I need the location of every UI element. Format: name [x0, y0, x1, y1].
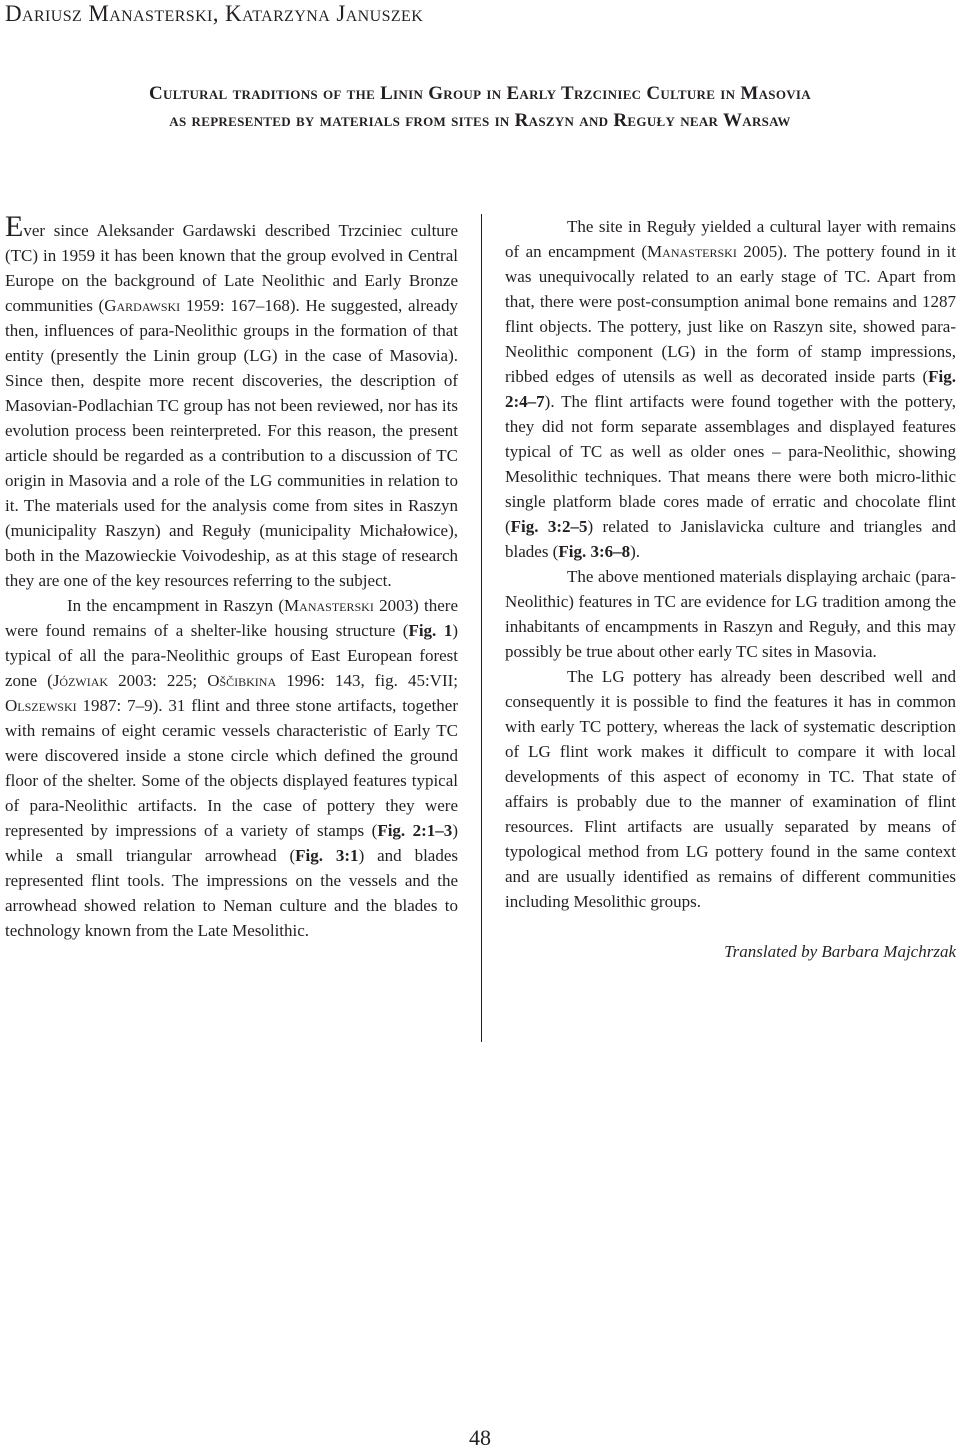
citation-author: Józwiak — [52, 671, 109, 690]
paragraph: The LG pottery has already been described well and consequently it is possible to find the features it has in common with early TC pottery, whereas the lack of systematic description of LG flint work makes it difficult to compare it with local developments of this aspect of economy in TC. That state of affairs is probably due to the manner of examination of flint resources. Flint artifacts are usually separated by means of typological method from LG pottery found in the same context and are usually identified as remains of different communities including Mesolithic groups. — [505, 667, 956, 911]
author-names: Dariusz Manasterski, Katarzyna Januszek — [5, 1, 424, 26]
citation-author: Oščibkina — [207, 671, 277, 690]
paragraph: The above mentioned materials displaying archaic (para-Neolithic) features in TC are evidence for LG tradition among the inhabitants of encampments in Raszyn and Reguły, and this may possibly be true about other early TC sites in Masovia. — [505, 567, 956, 661]
paragraph: In the encampment in Raszyn (Manasterski 2003) there were found remains of a shelter-like housing structure (Fig. 1) typical of all the para-Neolithic groups of East European forest zone (Józwiak 2003: 225; Oščibkina 1996: 143, fig. 45:VII; Olszewski 1987: 7–9). 31 flint and three stone artifacts, together with remains of eight ceramic vessels characteristic of Early TC were discovered inside a stone circle which defined the ground floor of the shelter. Some of the objects displayed features typical of para-Neolithic artifacts. In the case of pottery they were represented by impressions of a variety of stamps (Fig. 2:1–3) while a small triangular arrowhead (Fig. 3:1) and blades represented flint tools. The impressions on the vessels and the arrowhead showed relation to Neman culture and the blades to technology known from the Late Mesolithic. — [5, 596, 458, 940]
figure-reference: Fig. 1 — [408, 621, 453, 640]
page-number: 48 — [469, 1425, 491, 1450]
title-line-2: as represented by materials from sites in Raszyn and Reguły near Warsaw — [169, 110, 791, 131]
citation-author: Manasterski — [284, 596, 374, 615]
column-divider — [481, 214, 482, 1042]
paragraph: Ever since Aleksander Gardawski described Trzciniec culture (TC) in 1959 it has been known that the group evolved in Central Europe on the background of Late Neolithic and Early Bronze communities (Gardawski 1959: 167–168). He suggested, already then, influences of para-Neolithic groups in the formation of that entity (presently the Linin group (LG) in the case of Masovia). Since then, despite more recent discoveries, the description of Masovian-Podlachian TC group has not been reviewed, nor has its evolution process been reinterpreted. For this reason, the present article should be regarded as a contribution to a discussion of TC origin in Masovia and a role of the LG communities in relation to it. The materials used for the analysis come from sites in Raszyn (municipality Raszyn) and Reguły (municipality Michałowice), both in the Mazowieckie Voivodeship, as at this stage of research they are one of the key resources referring to the subject. — [5, 210, 459, 590]
article-title — [0, 80, 960, 134]
figure-reference: Fig. 2:4–7 — [505, 367, 956, 411]
citation-author: Gardawski — [104, 296, 181, 315]
citation-author: Manasterski — [647, 242, 737, 261]
figure-reference: Fig. 3:2–5 — [510, 517, 588, 536]
title-line-1: Cultural traditions of the Linin Group in Early Trzciniec Culture in Masovia — [149, 83, 811, 104]
left-column — [5, 210, 459, 943]
translator-credit: Translated by Barbara Majchrzak — [724, 942, 956, 961]
figure-reference: Fig. 3:6–8 — [558, 542, 631, 561]
paragraph: The site in Reguły yielded a cultural layer with remains of an encampment (Manasterski 2005). The pottery found in it was unequivocally related to an early stage of TC. Apart from that, there were post-consumption animal bone remains and 1287 flint objects. The pottery, just like on Raszyn site, showed para-Neolithic component (LG) in the form of stamp impressions, ribbed edges of utensils as well as decorated inside parts (Fig. 2:4–7). The flint artifacts were found together with the pottery, they did not form separate assemblages and displayed features typical of TC as well as older ones – para-Neolithic, showing Mesolithic techniques. That means there were both micro-lithic single platform blade cores made of erratic and chocolate flint (Fig. 3:2–5) related to Janislavicka culture and triangles and blades (Fig. 3:6–8). — [505, 217, 956, 561]
figure-reference: Fig. 2:1–3 — [377, 821, 453, 840]
citation-author: Olszewski — [5, 696, 77, 715]
right-column — [505, 214, 956, 964]
figure-reference: Fig. 3:1 — [295, 846, 359, 865]
drop-cap: E — [5, 210, 24, 243]
